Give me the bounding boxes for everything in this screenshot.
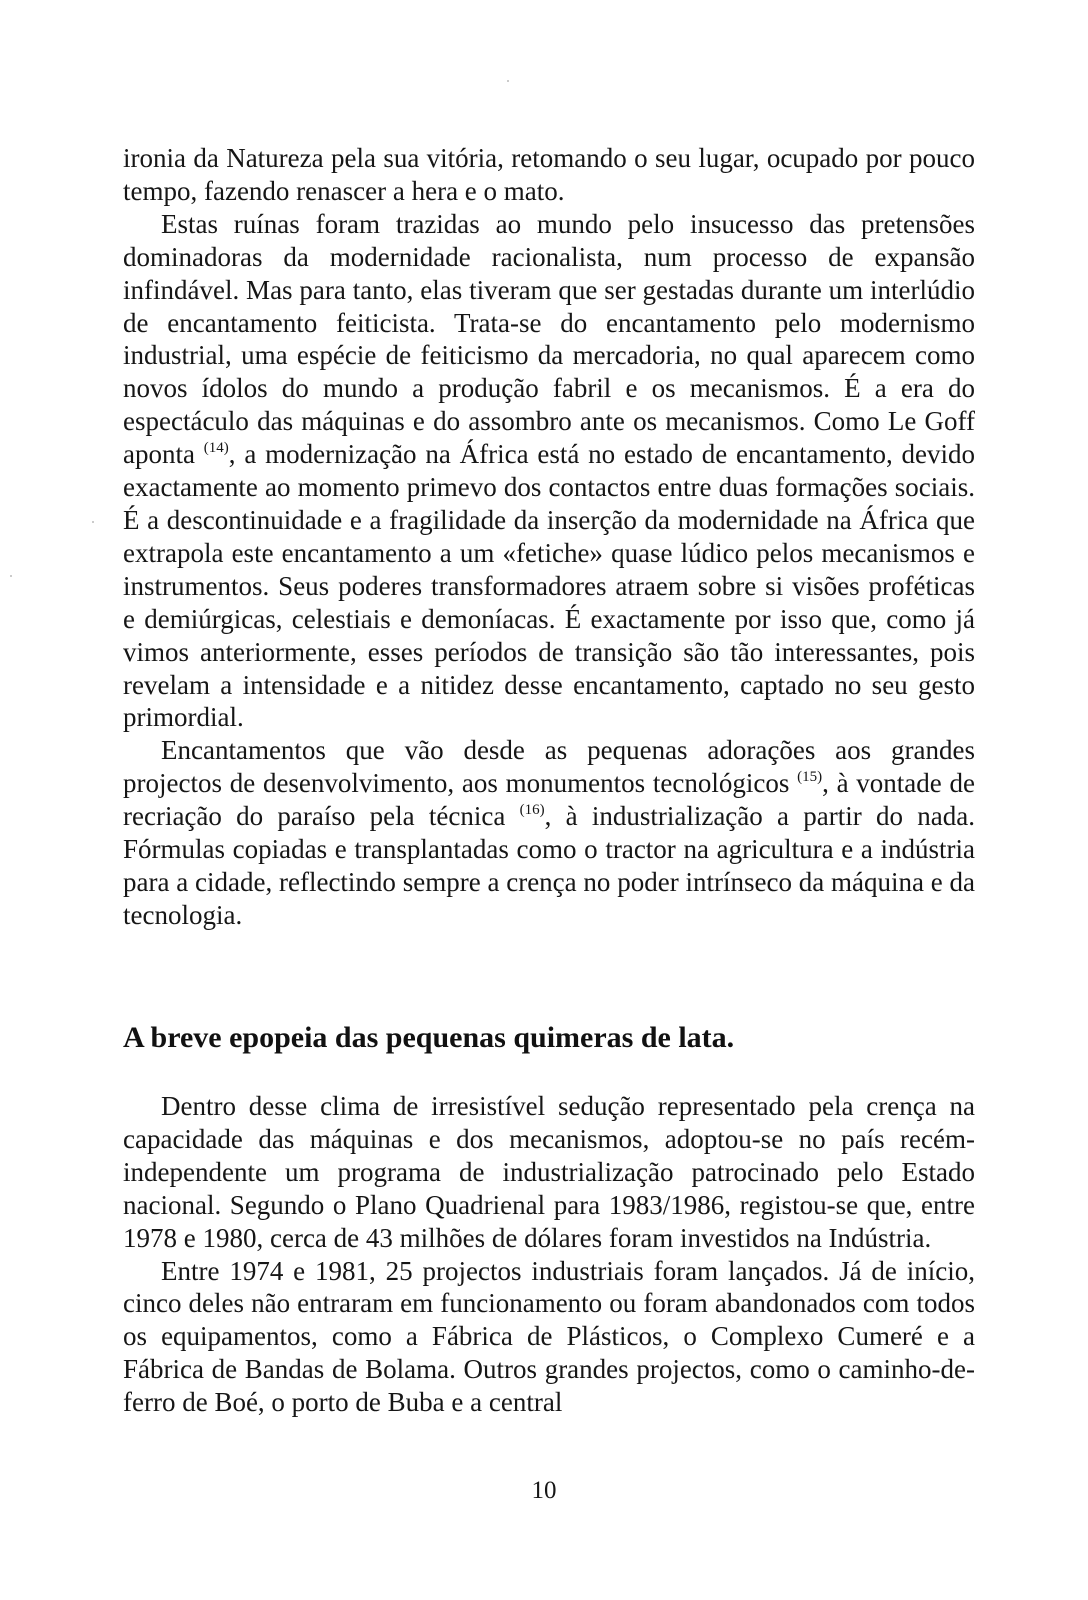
paragraph-ruins [123,208,975,735]
paragraph-encantamentos [123,734,975,931]
footnote-ref-16: (16) [519,802,545,819]
paragraph-ruins-tail: , a modernização na África está no estado de encantamento, devido exactamente ao momento primevo dos contactos entre duas formações sociais. É a descontinuidade e a fragilidade da inserção da modernidade na África que extrapola este encantamento a um «fetiche» quase lúdico pelos mecanismos e instrumentos. Seus poderes transformadores atraem sobre si visões proféticas e demiúrgicas, celestiais e demoníacas. É exactamente por isso que, como já vimos anteriormente, esses períodos de transição são tão interessantes, pois revelam a intensidade e a nitidez desse encantamento, captado no seu gesto primordial. [123,439,975,733]
scan-speck [10,575,12,577]
footnote-ref-15: (15) [797,769,823,786]
paragraph-ruins-text: Estas ruínas foram trazidas ao mundo pelo insucesso das pretensões dominadoras da modernidade racionalista, num processo de expansão infindável. Mas para tanto, elas tiveram que ser gestadas durante um interlúdio de encantamento feiticista. Trata-se do encantamento pelo modernismo industrial, uma espécie de feiticismo da mercadoria, no qual aparecem como novos ídolos do mundo a produção fabril e os mecanismos. É a era do espectáculo das máquinas e do assombro ante os mecanismos. [123,208,975,437]
paragraph-continuation: ironia da Natureza pela sua vitória, retomando o seu lugar, ocupado por pouco tempo, fazendo renascer a hera e o mato. [123,143,975,206]
scan-speck [92,521,94,523]
paragraph-ruins-le-goff: Como Le Goff aponta [123,406,975,470]
paragraph-encantamentos-text-b: , à vontade de recriação do paraíso pela técnica [123,768,975,832]
page-number: 10 [531,1477,557,1504]
body-text-block-bottom [123,1090,975,1419]
paragraph-encantamentos-text-c: , à industrialização a partir do nada. Fórmulas copiadas e transplantadas como o tractor na agricultura e a indústria para a cidade, reflectindo sempre a crença no poder intrínseco da máquina e da tecnologia. [123,801,975,930]
scan-speck [507,80,509,82]
paragraph-projectos: Entre 1974 e 1981, 25 projectos industriais foram lançados. Já de início, cinco deles não entraram em funcionamento ou foram abandonados com todos os equipamentos, como a Fábrica de Plásticos, o Complexo Cumeré e a Fábrica de Bandas de Bolama. Outros grandes projectos, como o caminho-de-ferro de Boé, o porto de Buba e a central [123,1255,975,1418]
section-heading: A breve epopeia das pequenas quimeras de lata. [123,1021,735,1054]
footnote-ref-14: (14) [203,440,229,457]
paragraph-encantamentos-text-a: Encantamentos que vão desde as pequenas adorações aos grandes projectos de desenvolvimento, aos monumentos tecnológicos [123,735,975,799]
paragraph-industrializacao: Dentro desse clima de irresistível sedução representado pela crença na capacidade das máquinas e dos mecanismos, adoptou-se no país recém-independente um programa de industrialização patrocinado pelo Estado nacional. Segundo o Plano Quadrienal para 1983/1986, registou-se que, entre 1978 e 1980, cerca de 43 milhões de dólares foram investidos na Indústria. [123,1091,975,1253]
body-text-block-top [123,142,975,932]
